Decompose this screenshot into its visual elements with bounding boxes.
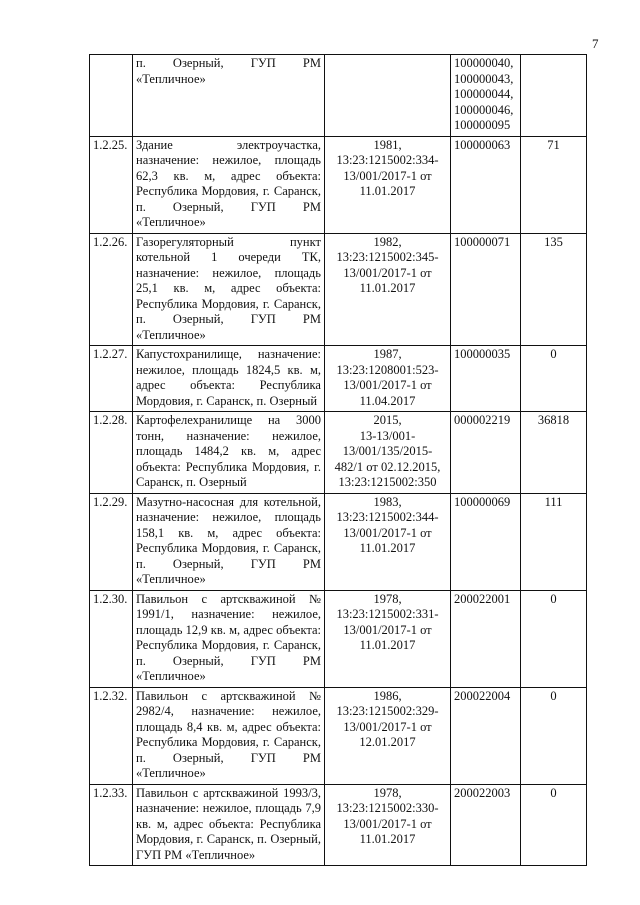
table-row (90, 412, 587, 494)
table-row (90, 346, 587, 412)
table-row (90, 233, 587, 346)
description-cell: Газорегуляторный пункт котельной 1 очереди ТК, назначение: нежилое, площадь 25,1 кв. м, адрес объекта: Республика Мордовия, г. Саранск, п. Озерный, ГУП РМ «Тепличное» (133, 233, 325, 346)
table-row (90, 590, 587, 687)
description-cell: Здание электроучастка, назначение: нежилое, площадь 62,3 кв. м, адрес объекта: Республика Мордовия, г. Саранск, п. Озерный, ГУП РМ «Тепличное» (133, 136, 325, 233)
property-registry-table (89, 54, 587, 866)
value-cell (521, 55, 587, 137)
registration-cell: 1986, 13:23:1215002:329- 13/001/2017-1 от 12.01.2017 (325, 687, 451, 784)
inventory-number-cell: 100000035 (451, 346, 521, 412)
inventory-number-cell: 100000069 (451, 493, 521, 590)
value-cell: 0 (521, 687, 587, 784)
page-number: 7 (592, 36, 599, 51)
value-cell: 0 (521, 784, 587, 866)
row-number-cell: 1.2.27. (90, 346, 133, 412)
description-cell: Мазутно-насосная для котельной, назначение: нежилое, площадь 158,1 кв. м, адрес объекта: Республика Мордовия, г. Саранск, п. Озерный, ГУП РМ «Тепличное» (133, 493, 325, 590)
description-cell: п. Озерный, ГУП РМ «Тепличное» (133, 55, 325, 137)
value-cell: 0 (521, 346, 587, 412)
registration-cell: 1982, 13:23:1215002:345- 13/001/2017-1 от 11.01.2017 (325, 233, 451, 346)
description-cell: Павильон с артскважиной № 2982/4, назначение: нежилое, площадь 8,4 кв. м, адрес объекта: Республика Мордовия, г. Саранск, п. Озерный, ГУП РМ «Тепличное» (133, 687, 325, 784)
value-cell: 71 (521, 136, 587, 233)
registration-cell: 1983, 13:23:1215002:344- 13/001/2017-1 от 11.01.2017 (325, 493, 451, 590)
table-row (90, 55, 587, 137)
table-body (90, 55, 587, 866)
registration-cell: 1987, 13:23:1208001:523- 13/001/2017-1 от 11.04.2017 (325, 346, 451, 412)
value-cell: 135 (521, 233, 587, 346)
row-number-cell: 1.2.26. (90, 233, 133, 346)
table-row (90, 784, 587, 866)
description-cell: Павильон с артскважиной № 1991/1, назначение: нежилое, площадь 12,9 кв. м, адрес объекта: Республика Мордовия, г. Саранск, п. Озерный, ГУП РМ «Тепличное» (133, 590, 325, 687)
value-cell: 111 (521, 493, 587, 590)
inventory-number-cell: 200022004 (451, 687, 521, 784)
inventory-number-cell: 200022003 (451, 784, 521, 866)
value-cell: 0 (521, 590, 587, 687)
table-row (90, 493, 587, 590)
inventory-number-cell: 100000040, 100000043, 100000044, 100000046, 100000095 (451, 55, 521, 137)
registration-cell: 1978, 13:23:1215002:330- 13/001/2017-1 от 11.01.2017 (325, 784, 451, 866)
row-number-cell: 1.2.28. (90, 412, 133, 494)
inventory-number-cell: 100000063 (451, 136, 521, 233)
description-cell: Павильон с артскважиной 1993/3, назначение: нежилое, площадь 7,9 кв. м, адрес объекта: Республика Мордовия, г. Саранск, п. Озерный, ГУП РМ «Тепличное» (133, 784, 325, 866)
description-cell: Капустохранилище, назначение: нежилое, площадь 1824,5 кв. м, адрес объекта: Республика Мордовия, г. Саранск, п. Озерный (133, 346, 325, 412)
table-row (90, 687, 587, 784)
row-number-cell: 1.2.29. (90, 493, 133, 590)
row-number-cell: 1.2.32. (90, 687, 133, 784)
inventory-number-cell: 100000071 (451, 233, 521, 346)
registration-cell: 2015, 13-13/001- 13/001/135/2015- 482/1 от 02.12.2015, 13:23:1215002:350 (325, 412, 451, 494)
row-number-cell: 1.2.33. (90, 784, 133, 866)
row-number-cell: 1.2.30. (90, 590, 133, 687)
table-row (90, 136, 587, 233)
inventory-number-cell: 000002219 (451, 412, 521, 494)
row-number-cell: 1.2.25. (90, 136, 133, 233)
registration-cell: 1978, 13:23:1215002:331- 13/001/2017-1 от 11.01.2017 (325, 590, 451, 687)
value-cell: 36818 (521, 412, 587, 494)
row-number-cell (90, 55, 133, 137)
inventory-number-cell: 200022001 (451, 590, 521, 687)
registration-cell (325, 55, 451, 137)
registration-cell: 1981, 13:23:1215002:334- 13/001/2017-1 от 11.01.2017 (325, 136, 451, 233)
description-cell: Картофелехранилище на 3000 тонн, назначение: нежилое, площадь 1484,2 кв. м, адрес объекта: Республика Мордовия, г. Саранск, п. Озерный (133, 412, 325, 494)
